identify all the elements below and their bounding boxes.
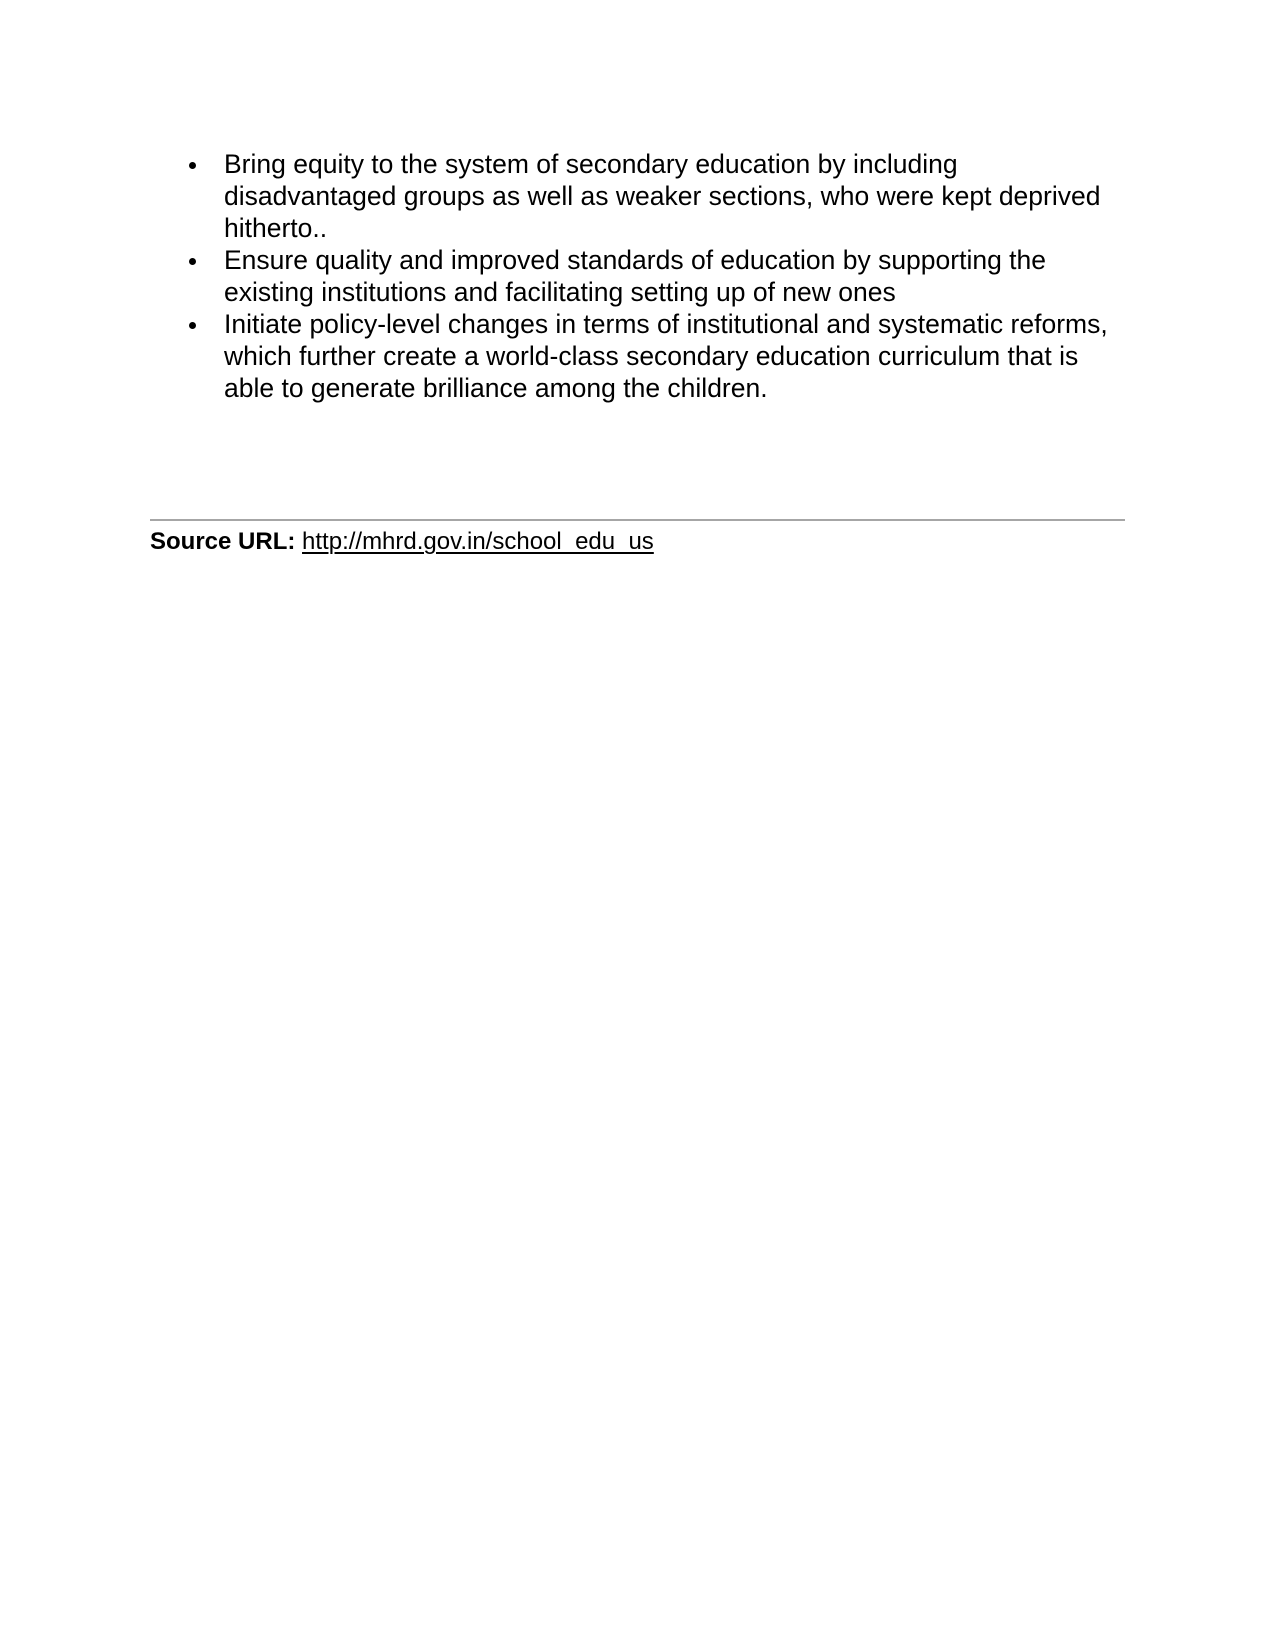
list-item: [224, 244, 1114, 308]
source-url-link[interactable]: http://mhrd.gov.in/school_edu_us: [302, 528, 654, 555]
bullet-icon: [189, 258, 196, 265]
list-item-text: Ensure quality and improved standards of education by supporting the existing institutions and facilitating setting up of new ones: [224, 245, 1047, 307]
source-label: Source URL:: [150, 528, 296, 555]
list-item: [224, 148, 1114, 244]
bullet-icon: [189, 322, 196, 329]
list-item: [224, 308, 1114, 404]
list-item-text: Initiate policy-level changes in terms of institutional and systematic reforms, which further create a world-class secondary education curriculum that is able to generate brilliance among the children.: [224, 309, 1108, 403]
source-line: [150, 527, 654, 557]
horizontal-divider: [150, 519, 1125, 521]
objectives-list: [224, 148, 1114, 404]
list-item-text: Bring equity to the system of secondary education by including disadvantaged groups as well as weaker sections, who were kept deprived hitherto..: [224, 149, 1101, 243]
bullet-icon: [189, 162, 196, 169]
